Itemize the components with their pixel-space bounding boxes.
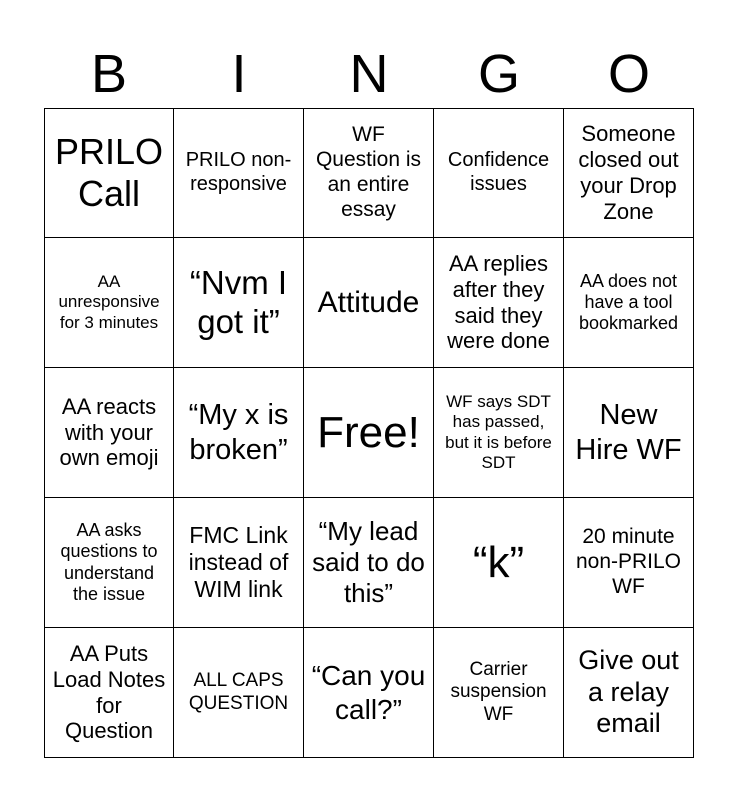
bingo-cell-text: “k” — [472, 537, 525, 587]
bingo-cell[interactable] — [304, 628, 434, 758]
header-letter-o: O — [607, 44, 650, 104]
bingo-cell[interactable] — [174, 108, 304, 238]
bingo-cell-text: ALL CAPS QUESTION — [188, 670, 289, 714]
bingo-cell[interactable] — [174, 628, 304, 758]
bingo-cell[interactable] — [564, 628, 694, 758]
bingo-cell[interactable] — [304, 238, 434, 368]
bingo-cell-text: AA does not have a tool bookmarked — [578, 270, 679, 334]
bingo-cell-text: Give out a relay email — [578, 644, 679, 739]
bingo-cell[interactable] — [44, 628, 174, 758]
bingo-board — [44, 108, 694, 758]
bingo-cell-text: Free! — [317, 407, 420, 457]
bingo-cell[interactable] — [174, 368, 304, 498]
bingo-cell-text: Carrier suspension WF — [450, 658, 547, 725]
bingo-cell-text: PRILO non-responsive — [185, 149, 292, 195]
bingo-cell[interactable] — [304, 498, 434, 628]
bingo-cell-text: “Can you call?” — [311, 660, 426, 725]
bingo-cell[interactable] — [44, 498, 174, 628]
bingo-cell-text: New Hire WF — [575, 399, 682, 466]
bingo-cell-text: WF says SDT has passed, but it is before SDT — [445, 392, 552, 472]
bingo-cell-text: “My x is broken” — [188, 399, 289, 466]
bingo-cell[interactable] — [304, 108, 434, 238]
bingo-cell[interactable] — [434, 628, 564, 758]
bingo-cell-text: AA replies after they said they were done — [447, 250, 550, 354]
header-letter-n: N — [349, 44, 389, 104]
bingo-cell-text: “My lead said to do this” — [312, 516, 425, 608]
bingo-cell[interactable] — [564, 238, 694, 368]
bingo-cell[interactable] — [564, 498, 694, 628]
bingo-cell-text: Someone closed out your Drop Zone — [578, 121, 679, 224]
bingo-cell[interactable] — [564, 108, 694, 238]
bingo-cell[interactable] — [174, 238, 304, 368]
header-letter-g: G — [477, 44, 520, 104]
bingo-cell[interactable] — [304, 368, 434, 498]
bingo-cell-text: “Nvm I got it” — [189, 263, 288, 340]
bingo-cell[interactable] — [44, 238, 174, 368]
bingo-cell[interactable] — [564, 368, 694, 498]
bingo-cell[interactable] — [44, 108, 174, 238]
bingo-cell-text: 20 minute non-PRILO WF — [575, 525, 682, 598]
header-letter-i: I — [231, 44, 247, 104]
bingo-header — [44, 40, 694, 108]
bingo-cell[interactable] — [434, 368, 564, 498]
bingo-cell[interactable] — [434, 498, 564, 628]
bingo-cell[interactable] — [434, 108, 564, 238]
bingo-cell-text: AA Puts Load Notes for Question — [52, 640, 166, 744]
bingo-cell-text: Confidence issues — [447, 149, 550, 195]
bingo-cell[interactable] — [174, 498, 304, 628]
bingo-cell-text: FMC Link instead of WIM link — [188, 521, 289, 603]
bingo-cell-text: WF Question is an entire essay — [315, 123, 422, 221]
bingo-cell-text: AA reacts with your own emoji — [59, 393, 159, 471]
bingo-cell-text: Attitude — [317, 285, 420, 319]
bingo-cell-text: AA unresponsive for 3 minutes — [58, 272, 160, 332]
bingo-cell[interactable] — [44, 368, 174, 498]
header-letter-b: B — [90, 44, 128, 104]
bingo-cell-text: PRILO Call — [54, 130, 164, 214]
bingo-cell-text: AA asks questions to understand the issue — [60, 520, 158, 604]
bingo-cell[interactable] — [434, 238, 564, 368]
